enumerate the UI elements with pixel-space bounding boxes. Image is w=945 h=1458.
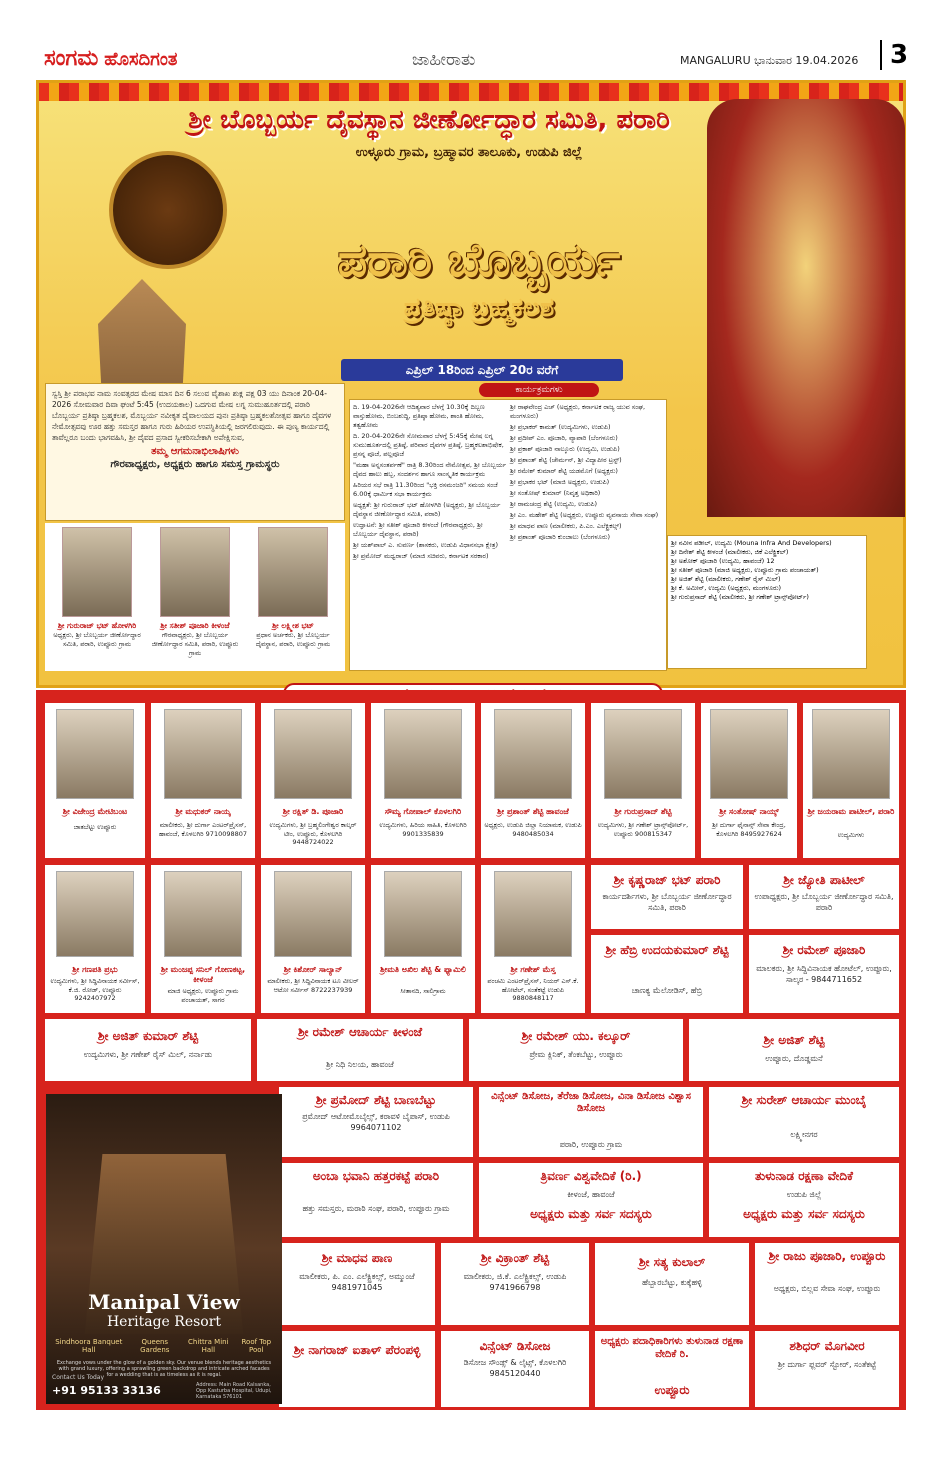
guest-line: ಶ್ರೀ ದಿನೇಶ್ ಶೆಟ್ಟಿ ಕೀಳಂಜೆ (ಮಾಲೀಕರು, ಜಿಕೆ ಎಲೆಕ್ಟ್ರಿಕಲ್) bbox=[671, 548, 789, 556]
logo-main: ಸಂಗಮ bbox=[44, 46, 99, 71]
greeting-card bbox=[279, 1087, 473, 1157]
ad-blurb: Exchange vows under the glow of a golden sky. Our venue blends heritage aesthetics with grand luxury, offering a sprawling green backdrop and intricate arched facades for a wedding that is as timeless as it is regal. bbox=[56, 1360, 272, 1378]
greeting-name: ಶ್ರೀ ಗಣಪತಿ ಪ್ರಭು bbox=[72, 965, 118, 974]
greeting-desc: ಉದ್ಯಮಿಗಳು, ಹಿರಿಯ ಸಾಹಿತಿ, ಕೊಳಲಗಿರಿ 9901335839 bbox=[379, 821, 467, 838]
ad-tagline: Heritage Resort bbox=[106, 1314, 222, 1330]
program-line: ಹಿರಿಯರ ಸಭೆ ರಾತ್ರಿ 11.30ರಿಂದ "ಭಕ್ತಿ ರಸಮಂಜರಿ" ಸಮಯ ಸಂಜೆ 6.00ಕ್ಕೆ ಧಾರ್ಮಿಕ ಸಭಾ ಕಾರ್ಯಕ್ರಮ bbox=[353, 481, 498, 498]
greeting-name: ಅಂಬಾ ಭವಾನಿ ಹತ್ತರಕಟ್ಟೆ ಪರಾರಿ bbox=[312, 1169, 440, 1183]
program-line: ಉದ್ಘಾಟನೆ: ಶ್ರೀ ಸತೀಶ್ ಪೂಜಾರಿ ಕೀಳಂಜೆ (ಗೌರವಾಧ್ಯಕ್ಷರು, ಶ್ರೀ ಬೊಬ್ಬರ್ಯ ದೈವಸ್ಥಾನ, ಪರಾರಿ) bbox=[353, 521, 483, 538]
guest-line: ಶ್ರೀ ಗುರುಪ್ರಸಾದ್ ಶೆಟ್ಟಿ (ಮಾಲೀಕರು, ಶ್ರೀ ಗಣೇಶ್ ಟ್ರಾನ್ಸ್‌ಪೋರ್ಟ್) bbox=[671, 593, 809, 601]
member-name: ಶ್ರೀ ಗುರುರಾಜ್ ಭಟ್ ಹೋಳಗಿರಿ bbox=[57, 621, 137, 630]
invitation-box bbox=[45, 383, 345, 521]
location-subtitle: ಉಳ್ಳೂರು ಗ್ರಾಮ, ಬ್ರಹ್ಮಾವರ ತಾಲೂಕು, ಉಡುಪಿ ಜಿಲ್ಲೆ bbox=[355, 145, 583, 160]
greeting-card bbox=[45, 865, 145, 1013]
committee-photos bbox=[45, 523, 345, 671]
greeting-card bbox=[479, 1163, 703, 1237]
program-schedule bbox=[349, 399, 667, 671]
greeting-desc: ಮಾಲೀಕರು, ಜಿ.ಕೆ. ಎಲೆಕ್ಟ್ರಿಕಲ್ಸ್, ಉಡುಪಿ 9741966798 bbox=[463, 1272, 567, 1292]
greeting-name: ಶ್ರೀ ಕೃಷ್ಣರಾಜ್ ಭಟ್ ಪರಾರಿ bbox=[613, 873, 721, 887]
person-photo bbox=[384, 709, 462, 799]
greeting-card bbox=[479, 1087, 703, 1157]
greeting-desc: ಹತ್ತು ಸಮಸ್ತರು, ಮರಾಠಿ ಸಂಘ, ಪರಾರಿ, ಉಪ್ಪೂರು ಗ್ರಾಮ bbox=[302, 1204, 450, 1213]
greeting-desc: ಚಾಣಕ್ಯ ಮೆಲೋಡಿಸ್, ಹೆಬ್ರಿ bbox=[631, 986, 703, 995]
greeting-name: ಶ್ರೀ ವಿಜೇಂದ್ರ ಮೇಟಿಬಂಟ bbox=[62, 807, 128, 816]
greeting-name: ಶ್ರೀ ರಮೇಶ್ ಯು. ಕಲ್ಕೂರ್ bbox=[521, 1029, 631, 1043]
greeting-desc: ಉದ್ಯಮಿಗಳು bbox=[837, 831, 865, 839]
greeting-name: ತ್ರಿವರ್ಣ ವಿಶ್ವವೇದಿಕೆ (ರಿ.) bbox=[540, 1169, 642, 1183]
greeting-name: ಶ್ರೀ ಮಂಜಪ್ಪ ಸನಿಲ್ ಗೋಣಕಟ್ಟ, ಕೀಳಂಜೆ bbox=[160, 965, 246, 984]
greeting-desc: ಉಪಾಧ್ಯಕ್ಷರು, ಶ್ರೀ ಬೊಬ್ಬರ್ಯ ಜೀರ್ಣೋದ್ಧಾರ ಸಮಿತಿ, ಪರಾರಿ bbox=[754, 892, 894, 912]
greeting-desc: ಶ್ರೀ ದುರ್ಗಾ ಫೈನಾನ್ಸ್ ಸೇವಾ ಕೇಂದ್ರ, ಕೊಳಲಗಿರಿ 8495927624 bbox=[712, 821, 786, 838]
greeting-card bbox=[591, 865, 743, 929]
event-dates: ಎಪ್ರಿಲ್ 18ರಿಂದ ಎಪ್ರಿಲ್ 20ರ ವರೆಗೆ bbox=[341, 359, 623, 381]
greeting-desc: ಉದ್ಯಮಿಗಳು, ಶ್ರೀ ಗಣೇಶ್ ರೈಸ್ ಮಿಲ್, ನರ್ನಾಡು bbox=[83, 1050, 213, 1059]
greeting-card bbox=[803, 703, 899, 858]
greeting-card bbox=[261, 865, 365, 1013]
committee-member bbox=[49, 527, 145, 667]
greeting-card bbox=[591, 703, 695, 858]
program-line: ಶ್ರೀ ಯಶ್‌ಪಾಲ್ ಎ. ಸುವರ್ಣ (ಶಾಸಕರು, ಉಡುಪಿ ವಿಧಾನಸಭಾ ಕ್ಷೇತ್ರ) bbox=[353, 541, 499, 549]
ad-contact-label: Contact Us Today bbox=[52, 1374, 105, 1381]
temple-emblem-icon bbox=[109, 151, 227, 269]
hall-name: Chittra Mini Hall bbox=[188, 1338, 229, 1354]
person-photo bbox=[56, 709, 134, 799]
program-line: ದಿ. 19-04-2026ನೇ ಆದಿತ್ಯವಾರ ಬೆಳಗ್ಗೆ 10.30ಕ್ಕೆ ದಿಬ್ಬಣ ವಾಸ್ತುಹೋಮ, ಬಿಂಬಶುದ್ಧಿ, ಪ್ರತಿಷ್ಠಾ ಹೋಮ, ಶಾಂತಿ ಹೋಮ, ತತ್ವಹೋಮ bbox=[353, 403, 485, 429]
greeting-desc: ಶ್ರೀ ನಿಧಿ ನಿಲಯ, ಹಾವಂಜೆ bbox=[326, 1060, 394, 1069]
deity-image bbox=[707, 99, 905, 517]
person-photo bbox=[274, 871, 352, 957]
hall-name: Queens Gardens bbox=[140, 1338, 170, 1354]
person-photo bbox=[56, 871, 134, 957]
hall-name: Roof Top Pool bbox=[241, 1338, 272, 1354]
greeting-desc: ಪಂಚಮಿ ಎಂಟರ್‌ಪ್ರೈಸಸ್, ನಿಯರ್ ಎಸ್.ಕೆ. ಹೋಟೆಲ್, ಸಂತೆಕಟ್ಟೆ ಉಡುಪಿ 9880848117 bbox=[487, 977, 579, 1002]
greeting-desc: ಡಿಸೋಜ ಸೌಂಡ್ಸ್ & ಲೈಟ್ಸ್, ಕೊಳಲಗಿರಿ 9845120440 bbox=[463, 1358, 567, 1378]
greeting-card bbox=[689, 1019, 899, 1081]
person-photo bbox=[494, 709, 572, 799]
program-line: ಶ್ರೀ ಎಂ. ಮಹೇಶ್ ಶೆಟ್ಟಿ (ಅಧ್ಯಕ್ಷರು, ಉಪ್ಪೂರು ವ್ಯವಸಾಯ ಸೇವಾ ಸಂಘ) bbox=[510, 511, 659, 519]
event-title-line1: ಪರಾರಿ ಬೊಬ್ಬರ್ಯ bbox=[337, 233, 621, 287]
greeting-name: ಶ್ರೀ ರಮೇಶ್ ಆಚಾರ್ಯ ಕೀಳಂಜೆ bbox=[297, 1025, 423, 1039]
committee-member bbox=[147, 527, 243, 667]
greeting-card bbox=[279, 1243, 435, 1325]
newspaper-logo[interactable] bbox=[44, 46, 177, 71]
guest-line: ಶ್ರೀ ಸತೀಶ್ ಪೂಜಾರಿ (ಮಾಜಿ ಅಧ್ಯಕ್ಷರು, ಉಪ್ಪೂರು ಗ್ರಾಮ ಪಂಚಾಯತ್) bbox=[671, 566, 819, 574]
greeting-desc: ಹೆಬ್ಬಾರಬೆಟ್ಟು, ಕುಕ್ಕೆಹಳ್ಳಿ bbox=[642, 1278, 702, 1287]
greeting-desc: ಉದ್ಯಮಿಗಳು, ಶ್ರೀ ಗಣೇಶ್ ಟ್ರಾನ್ಸ್‌ಪೋರ್ಟ್, ಉಪ್ಪೂರು 900815347 bbox=[597, 821, 689, 838]
member-photo bbox=[258, 527, 328, 617]
person-photo bbox=[164, 709, 242, 799]
greeting-name: ಶ್ರೀ ಮಾಧವ ಪಾಣ bbox=[321, 1251, 393, 1265]
event-title-line2: ಪ್ರತಿಷ್ಠಾ ಬ್ರಹ್ಮಕಲಶ bbox=[403, 293, 555, 323]
greeting-desc: ಲಕ್ಷ್ಮೀನಗರ bbox=[790, 1130, 818, 1139]
program-column-2 bbox=[510, 403, 665, 669]
greeting-desc: ಅಧ್ಯಕ್ಷರು, ಬಿಲ್ಲವ ಸೇವಾ ಸಂಘ, ಉಪ್ಪೂರು bbox=[773, 1284, 881, 1293]
person-photo bbox=[494, 871, 572, 957]
invitation-hosts: ತಮ್ಮ ಆಗಮನಾಭಿಲಾಷಿಗಳು bbox=[151, 446, 239, 457]
greeting-card bbox=[441, 1243, 589, 1325]
greeting-name: ಅಧ್ಯಕ್ಷರು ಪದಾಧಿಕಾರಿಗಳು ತುಳುನಾಡ ರಕ್ಷಣಾ ವೇದಿಕೆ ರಿ. bbox=[600, 1336, 744, 1360]
greeting-card bbox=[151, 865, 255, 1013]
program-line: ಶ್ರೀ ರಮೇಶ್ ಕುಮಾರ್ ಶೆಟ್ಟಿ ಯಡಮೊಗೆ (ಅಧ್ಯಕ್ಷರು) bbox=[510, 467, 618, 475]
temple-event-banner bbox=[36, 80, 906, 688]
greeting-name: ವಿನ್ಸೆಂಟ್ ಡಿಸೋಜ bbox=[479, 1339, 551, 1353]
greeting-card bbox=[371, 865, 475, 1013]
member-desc: ಗೌರವಾಧ್ಯಕ್ಷರು, ಶ್ರೀ ಬೊಬ್ಬರ್ಯ ಜೀರ್ಣೋದ್ಧಾರ ಸಮಿತಿ, ಪರಾರಿ, ಉಪ್ಪೂರು ಗ್ರಾಮ bbox=[151, 631, 239, 657]
greeting-desc: ಉದ್ಯಮಿಗಳು, ಶ್ರೀ ಸಿದ್ಧಿವಿನಾಯಕ ಸರ್ವೀಸ್, ಕೆ.ಜಿ. ರೋಡ್, ಉಪ್ಪೂರು 9242407972 bbox=[50, 977, 140, 1002]
program-heading: ಕಾರ್ಯಕ್ರಮಗಳು bbox=[479, 383, 599, 397]
greeting-desc: ಪರಾರಿ, ಉಪ್ಪೂರು ಗ್ರಾಮ bbox=[559, 1140, 623, 1149]
section-label: ಜಾಹೀರಾತು bbox=[412, 50, 476, 70]
greeting-desc: ಶ್ರೀ ದುರ್ಗಾ ಫ್ಲವರ್ ಸ್ಟೋರ್, ಸಂತೆಕಟ್ಟೆ bbox=[777, 1360, 877, 1369]
greeting-name: ಶ್ರೀ ಅಜಿತ್ ಶೆಟ್ಟಿ bbox=[763, 1033, 825, 1047]
greeting-card bbox=[749, 935, 899, 1013]
greeting-card bbox=[279, 1163, 473, 1237]
greeting-card bbox=[481, 865, 585, 1013]
greeting-desc: ಉಪ್ಪೂರು bbox=[654, 1383, 690, 1397]
greeting-card bbox=[45, 703, 145, 858]
program-line: ಶ್ರೀ ಪ್ರಶಾಂತ್ ಶೆಟ್ಟಿ (ಚೇರ್ಮನ್, ಶ್ರೀ ವಿದ್ಯಾಪೀಠ ಟ್ರಸ್ಟ್) bbox=[510, 456, 622, 464]
greeting-name: ವಿನ್ಸೆಂಟ್ ಡಿಸೋಜ, ತೆರೆಜಾ ಡಿಸೋಜ, ವಿನಾ ಡಿಸೋಜ ವಿಶ್ವಾಸ ಡಿಸೋಜ bbox=[491, 1091, 691, 1114]
greeting-name: ಶ್ರೀ ಅಜಿತ್ ಕುಮಾರ್ ಶೆಟ್ಟಿ bbox=[97, 1029, 199, 1043]
guest-line: ಶ್ರೀ ಅಶೋಕ್ ಪೂಜಾರಿ (ಉದ್ಯಮಿ, ಹಾವಂಜೆ) 12 bbox=[671, 557, 775, 565]
resort-advertisement[interactable] bbox=[46, 1094, 282, 1404]
guest-line: ಶ್ರೀ ಕೆ. ಅಮೀನ್, ಉದ್ಯಮಿ (ಅಧ್ಯಕ್ಷರು, ಮಂಗಳೂರು) bbox=[671, 584, 782, 592]
member-desc: ಅಧ್ಯಕ್ಷರು, ಶ್ರೀ ಬೊಬ್ಬರ್ಯ ಜೀರ್ಣೋದ್ಧಾರ ಸಮಿತಿ, ಪರಾರಿ, ಉಪ್ಪೂರು ಗ್ರಾಮ bbox=[53, 631, 141, 648]
invitation-closing: ಗೌರವಾಧ್ಯಕ್ಷರು, ಅಧ್ಯಕ್ಷರು ಹಾಗೂ ಸಮಸ್ತ ಗ್ರಾಮಸ್ಥರು bbox=[110, 459, 280, 470]
program-line: ಶ್ರೀ ಸಂತೋಷ್ ಕುಮಾರ್ (ನಿವೃತ್ತ ಅಧಿಕಾರಿ) bbox=[510, 489, 601, 497]
greeting-name: ಶ್ರೀ ರಕ್ಷಿತ್ ಡಿ. ಪೂಜಾರಿ bbox=[282, 807, 344, 816]
program-line: ಶ್ರೀ ಪ್ರಶಾಂತ್ ಪೂಜಾರಿ ಕುಂಜಾಲು (ಬೆಂಗಳೂರು) bbox=[510, 533, 610, 541]
greeting-name: ಶ್ರೀ ಪ್ರಮೋದ್ ಶೆಟ್ಟಿ ಬಾಣಬೆಟ್ಟು bbox=[315, 1093, 437, 1107]
logo-sub: ಹೊಸದಿಗಂತ bbox=[104, 49, 178, 70]
person-photo bbox=[164, 871, 242, 957]
ad-address: Address: Main Road Kalsanka, Opp Kasturba Hospital, Udupi, Karnataka 576101 bbox=[196, 1382, 272, 1400]
program-line: ಶ್ರೀ ರಾಮಚಂದ್ರ ಶೆಟ್ಟಿ (ಉದ್ಯಮಿ, ಉಡುಪಿ) bbox=[510, 500, 598, 508]
greeting-card bbox=[261, 703, 365, 858]
program-line: ದಿ. 20-04-2026ನೇ ಸೋಮವಾರ ಬೆಳಗ್ಗೆ 5:45ಕ್ಕೆ ಮೇಷ ಲಗ್ನ ಸುಮುಹೂರ್ತದಲ್ಲಿ ಪ್ರತಿಷ್ಠೆ, ಪರಿವಾರ ದೈವಗಳ ಪ್ರತಿಷ್ಠೆ, ಬ್ರಹ್ಮಕಲಶಾಭಿಷೇಕ, ಪ್ರಸನ್ನ ಪೂಜೆ, ಪಲ್ಲಪೂಜೆ bbox=[353, 432, 504, 458]
greeting-card bbox=[469, 1019, 683, 1081]
guest-line: ಶ್ರೀ ನವೀನ ಪಡೀಲ್, ಉದ್ಯಮಿ (Mouna Infra And Developers) bbox=[671, 539, 832, 547]
page-number: 3 bbox=[880, 40, 908, 70]
greeting-card bbox=[591, 935, 743, 1013]
greeting-name: ಶ್ರೀ ಜಯರಾಮ ಪಾಟೀಲ್, ಪರಾರಿ bbox=[807, 807, 895, 816]
greeting-name: ಶಶಿಧರ್ ಮೊಗವೀರ bbox=[789, 1339, 865, 1353]
program-line: ಶ್ರೀ ಮಾಧವ ಪಾಣ (ಮಾಲೀಕರು, ಪಿ.ಎಂ. ಎಲೆಕ್ಟ್ರಿಕಲ್ಸ್) bbox=[510, 522, 622, 530]
greeting-desc: ಮಾಲಕರು, ಶ್ರೀ ಸಿದ್ದಿವಿನಾಯಕ ಹೋಟೆಲ್, ಉಪ್ಪೂರು, ಸಾಲ್ಕರ - 9844711652 bbox=[756, 964, 892, 984]
greeting-name: ಸೌಮ್ಯ ಗೋಪಾಲ್ ಕೊಳಲಗಿರಿ bbox=[384, 807, 462, 816]
program-line: ಶ್ರೀ ಪ್ರಭಾಕರ ಭಟ್ (ಮಾಜಿ ಅಧ್ಯಕ್ಷರು, ಉಡುಪಿ) bbox=[510, 478, 610, 486]
invitation-text: ಸ್ವಸ್ತಿ ಶ್ರೀ ಪರಾಭವ ನಾಮ ಸಂವತ್ಸರದ ಮೇಷ ಮಾಸ ದಿನ 6 ಸಲುವ ವೈಶಾಖ ಶುಕ್ಲ ಪಕ್ಷ 03 ಯು ದಿನಾಂಕ 20-04-2026 ಸೋಮವಾರ ದಿವಾ ಘಂಟೆ 5:45 (ಉದಯಕಾಲ) ಒದಗುವ ಮೇಷ ಲಗ್ನ ಸುಮುಹೂರ್ತದಲ್ಲಿ ಪರಾರಿ ಬೊಬ್ಬರ್ಯ ಪ್ರತಿಷ್ಠಾ ಬ್ರಹ್ಮಕಲಶ, ಮೊಬ್ಬರ್ಯ ನವೀಕೃತ ದೈವಾಲಯದ ಪುನಃ ಪ್ರತಿಷ್ಠಾ ಬ್ರಹ್ಮಕಲಶೋತ್ಸವ ಹಾಗೂ ದೈವಗಳ ನೇಮೋತ್ಸವವು ಊರ ಹತ್ತು ಸಮಸ್ತರ ಹಾಗೂ ಗುರು ಹಿರಿಯರ ಉಪಸ್ಥಿತಿಯಲ್ಲಿ ಜರಗಲಿರುವುದು. ಈ ಪುಣ್ಯ ಕಾರ್ಯದಲ್ಲಿ ತಾವೆಲ್ಲರೂ ಬಂದು ಭಾಗವಹಿಸಿ, ಶ್ರೀ ದೈವದ ಪ್ರಸಾದ ಸ್ವೀಕರಿಸಬೇಕಾಗಿ ಅಪೇಕ್ಷಿಸುವ, bbox=[52, 389, 332, 442]
greeting-extra: ಅಧ್ಯಕ್ಷರು ಮತ್ತು ಸರ್ವ ಸದಸ್ಯರು bbox=[530, 1207, 652, 1221]
greeting-card bbox=[257, 1019, 463, 1081]
greeting-extra: ಅಧ್ಯಕ್ಷರು ಮತ್ತು ಸರ್ವ ಸದಸ್ಯರು bbox=[743, 1207, 865, 1221]
edition-date: MANGALURU ಭಾನುವಾರ 19.04.2026 bbox=[680, 54, 859, 67]
greeting-name: ಶ್ರೀ ಸುರೇಶ್ ಆಚಾರ್ಯ ಮುಂಬೈ bbox=[741, 1093, 867, 1107]
greeting-name: ಶ್ರೀ ಪ್ರಶಾಂತ್ ಶೆಟ್ಟಿ ಹಾವಂಜೆ bbox=[497, 807, 569, 816]
greeting-name: ಶ್ರೀ ರಾಜು ಪೂಜಾರಿ, ಉಪ್ಪೂರು bbox=[768, 1249, 886, 1263]
greeting-name: ಶ್ರೀ ಮಧುಕರ್ ನಾಯ್ಕ bbox=[175, 807, 231, 816]
greeting-card bbox=[709, 1163, 899, 1237]
greeting-card bbox=[595, 1331, 749, 1407]
greeting-name: ಶ್ರೀ ರಮೇಶ್ ಪೂಜಾರಿ bbox=[782, 943, 866, 957]
person-photo bbox=[604, 709, 682, 799]
greeting-card bbox=[755, 1243, 899, 1325]
greeting-card bbox=[441, 1331, 589, 1407]
ad-halls bbox=[50, 1338, 278, 1354]
member-photo bbox=[62, 527, 132, 617]
greeting-desc: ಉಪ್ಪೂರು, ದೊಡ್ಡಮನೆ bbox=[765, 1054, 823, 1063]
greeting-card bbox=[279, 1331, 435, 1407]
greeting-name: ಶ್ರೀ ಸತ್ಯ ಕುಲಾಲ್ bbox=[638, 1255, 706, 1269]
program-line: ಶ್ರೀ ಪ್ರಮೋದ್ ಮಧ್ವರಾಜ್ (ಮಾಜಿ ಸಚಿವರು, ಕರ್ನಾಟಕ ಸರಕಾರ) bbox=[353, 552, 489, 560]
person-photo bbox=[812, 709, 890, 799]
greeting-desc: ಮಾಲೀಕರು, ಶ್ರೀ ಸಿದ್ಧಿವಿನಾಯಕ ಟೂ ವೀಲರ್ ಆಟೋ ಸರ್ವೀಸ್ 8722237939 bbox=[267, 977, 359, 994]
committee-title: ಶ್ರೀ ಬೊಬ್ಬರ್ಯ ದೈವಸ್ಥಾನ ಜೀರ್ಣೋದ್ಧಾರ ಸಮಿತಿ, ಪರಾರಿ bbox=[188, 105, 670, 135]
greeting-card bbox=[709, 1087, 899, 1157]
greeting-desc: ಪ್ರಮೋದ್ ಆಟೋಮೊಬೈಲ್ಸ್, ಕರಾವಳಿ ಬೈಪಾಸ್, ಉಡುಪಿ 9964071102 bbox=[302, 1112, 450, 1132]
member-name: ಶ್ರೀ ಲಕ್ಷ್ಮೀಶ ಭಟ್ bbox=[272, 621, 314, 630]
greeting-name: ತುಳುನಾಡ ರಕ್ಷಣಾ ವೇದಿಕೆ bbox=[754, 1169, 854, 1183]
greeting-card bbox=[481, 703, 585, 858]
ad-brand: Manipal View bbox=[88, 1290, 240, 1314]
greeting-name: ಶ್ರೀ ಜ್ಯೋತಿ ಪಾಟೀಲ್ bbox=[783, 873, 865, 887]
greeting-card bbox=[45, 1019, 251, 1081]
greeting-name: ಶ್ರೀ ಹೆಬ್ರಿ ಉದಯಕುಮಾರ್ ಶೆಟ್ಟಿ bbox=[605, 943, 729, 957]
greeting-name: ಶ್ರೀ ಸಂತೋಷ್ ನಾಯ್ಕ್ bbox=[719, 807, 779, 816]
guest-line: ಶ್ರೀ ಅಜಿತ್ ಶೆಟ್ಟಿ (ಮಾಲೀಕರು, ಗಣೇಶ್ ರೈಸ್ ಮಿಲ್) bbox=[671, 575, 781, 583]
greeting-card bbox=[749, 865, 899, 929]
person-photo bbox=[274, 709, 352, 799]
ad-phone[interactable]: +91 95133 33136 bbox=[52, 1384, 161, 1397]
program-column-1 bbox=[353, 403, 508, 669]
greeting-desc: ಮಾಲೀಕರು, ಶ್ರೀ ದುರ್ಗಾ ಎಂಟರ್‌ಪ್ರೈಸಸ್, ಹಾವಂಜೆ, ಕೊಳಲಗಿರಿ 9710098807 bbox=[158, 821, 248, 838]
greeting-name: ಶ್ರೀ ನಾಗರಾಜ್ ಐತಾಳ್ ಪೆರಂಪಳ್ಳಿ bbox=[293, 1343, 421, 1357]
program-line: ಶ್ರೀ ಪ್ರಭಾಕರ್ ಕಾಮತ್ (ಉದ್ಯಮಿಗಳು, ಉಡುಪಿ) bbox=[510, 423, 611, 431]
greeting-desc: ಕೀಳಂಜೆ, ಹಾವಂಜೆ bbox=[567, 1190, 615, 1199]
greeting-card bbox=[151, 703, 255, 858]
person-photo bbox=[710, 709, 788, 799]
greeting-desc: ಉದ್ಯಮಿಗಳು, ಶ್ರೀ ಬ್ರಹ್ಮಲಿಂಗೇಶ್ವರ ಕಾಲ್ಕರ್ ಟೀಂ, ಉಪ್ಪೂರು, ಕೊಳಲಗಿರಿ 9448724022 bbox=[269, 821, 357, 846]
masthead bbox=[0, 0, 945, 80]
greeting-desc: ಉಡುಪಿ ಜಿಲ್ಲೆ bbox=[786, 1190, 822, 1199]
greeting-card bbox=[371, 703, 475, 858]
member-desc: ಪ್ರಧಾನ ಅರ್ಚಕರು, ಶ್ರೀ ಬೊಬ್ಬರ್ಯ ದೈವಸ್ಥಾನ, ಪರಾರಿ, ಉಪ್ಪೂರು ಗ್ರಾಮ bbox=[255, 631, 331, 648]
person-photo bbox=[384, 871, 462, 957]
member-photo bbox=[160, 527, 230, 617]
program-line: ಶ್ರೀ ರಾಘವೇಂದ್ರ ಎಚ್ (ಅಧ್ಯಕ್ಷರು, ಕರ್ನಾಟಕ ರಾಜ್ಯ ಯುವ ಸಂಘ, ಮಂಗಳೂರು) bbox=[510, 403, 646, 420]
greeting-card bbox=[701, 703, 797, 858]
greeting-desc: ಜಾತಬೆಟ್ಟು ಉಪ್ಪೂರು bbox=[73, 823, 117, 831]
greeting-name: ಶ್ರೀ ವಿಕ್ರಾಂತ್ ಶೆಟ್ಟಿ bbox=[480, 1251, 550, 1265]
greeting-name: ಶ್ರೀ ಕಿಶೋರ್ ಸಾಲ್ಯಾನ್ bbox=[283, 965, 343, 974]
greeting-name: ಶ್ರೀ ಗುರುಪ್ರಸಾದ್ ಶೆಟ್ಟಿ bbox=[614, 807, 672, 816]
greeting-card bbox=[595, 1243, 749, 1325]
member-name: ಶ್ರೀ ಸತೀಶ್ ಪೂಜಾರಿ ಕೀಳಂಜೆ bbox=[160, 621, 230, 630]
event-title bbox=[219, 233, 739, 343]
program-line: ಅಧ್ಯಕ್ಷತೆ: ಶ್ರೀ ಗುರುರಾಜ್ ಭಟ್ ಹೋಳಗಿರಿ (ಅಧ್ಯಕ್ಷರು, ಶ್ರೀ ಬೊಬ್ಬರ್ಯ ದೈವಸ್ಥಾನ ಜೀರ್ಣೋದ್ಧಾರ ಸಮಿತಿ, ಪರಾರಿ) bbox=[353, 501, 501, 518]
hall-name: Sindhoora Banquet Hall bbox=[55, 1338, 123, 1354]
program-line: ಶ್ರೀ ಪ್ರದೀಪ್ ಎಂ. ಪೂಜಾರಿ, ವ್ಯಾಪಾರಿ (ಬೆಂಗಳೂರು) bbox=[510, 434, 618, 442]
greeting-card bbox=[755, 1331, 899, 1407]
greeting-desc: ಪ್ರೇಮ ಕ್ಲಿನಿಕ್, ತೆಂಕಬೆಟ್ಟು, ಉಪ್ಪೂರು bbox=[529, 1050, 623, 1059]
program-line: ಶ್ರೀ ಪ್ರಕಾಶ್ ಪೂಜಾರಿ ನಾಲ್ಕೂರು (ಉದ್ಯಮಿ, ಉಡುಪಿ) bbox=[510, 445, 620, 453]
greeting-desc: ಮಾಲೀಕರು, ಪಿ. ಎಂ. ಎಲೆಕ್ಟ್ರಿಕಲ್ಸ್, ಅಮ್ಮುಂಜೆ 9481971045 bbox=[299, 1272, 415, 1292]
program-guests-extra bbox=[667, 535, 867, 669]
greeting-desc: ಮಾಜಿ ಅಧ್ಯಕ್ಷರು, ಉಪ್ಪೂರು ಗ್ರಾಮ ಪಂಚಾಯತ್, ಸಾಗರ bbox=[167, 987, 239, 1004]
greeting-desc: ಸೀತಾನದಿ, ಸಾಲಿಗ್ರಾಮ bbox=[400, 987, 446, 995]
greeting-name: ಶ್ರೀಮತಿ ಅಖಿಲ ಶೆಟ್ಟಿ & ಫ್ಯಾಮಿಲಿ bbox=[380, 965, 466, 974]
greeting-desc: ಅಧ್ಯಕ್ಷರು, ಉಡುಪಿ ಜಿಲ್ಲಾ ನಿಯಾಮಕ, ಉಡುಪಿ 9480485034 bbox=[484, 821, 582, 838]
greeting-name: ಶ್ರೀ ಗಣೇಶ್ ಮೆಸ್ತ bbox=[510, 965, 556, 974]
greeting-desc: ಕಾರ್ಯದರ್ಶಿಗಳು, ಶ್ರೀ ಬೊಬ್ಬರ್ಯ ಜೀರ್ಣೋದ್ಧಾರ ಸಮಿತಿ, ಪರಾರಿ bbox=[602, 892, 732, 912]
committee-member bbox=[245, 527, 341, 667]
program-line: "ಮಹಾ ಅನ್ನಸಂತರ್ಪಣೆ" ರಾತ್ರಿ 8.30ರಿಂದ ನೇಮೋತ್ಸವ, ಶ್ರೀ ಬೊಬ್ಬರ್ಯ ದೈವದ ಹಾಲು ಹಬ್ಬ, ಸಂದರ್ಶನ ಹಾಗೂ ಸಾಂಸ್ಕೃತಿಕ ಕಾರ್ಯಕ್ರಮ bbox=[353, 461, 507, 478]
